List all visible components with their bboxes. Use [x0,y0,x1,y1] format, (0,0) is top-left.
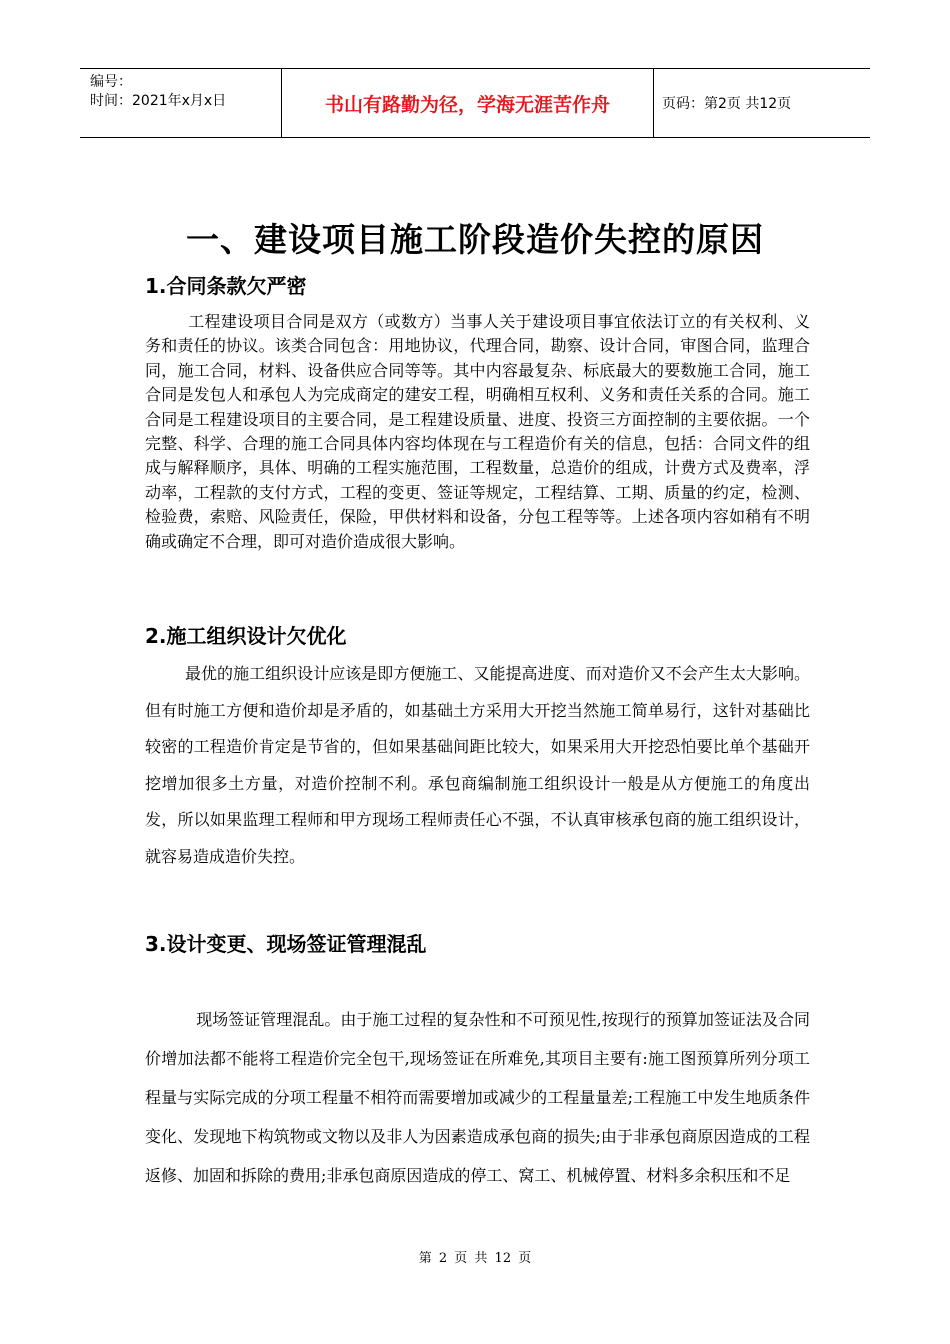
section-2-heading: 2.施工组织设计欠优化 [145,624,347,648]
number-label: 编号： [90,74,132,90]
header-motto: 书山有路勤为径，学海无涯苦作舟 [282,69,654,137]
section-3-heading: 3.设计变更、现场签证管理混乱 [145,932,427,956]
header-meta [80,69,282,137]
section-3-paragraph: 现场签证管理混乱。由于施工过程的复杂性和不可预见性,按现行的预算加签证法及合同价增加法都不能将工程造价完全包干,现场签证在所难免,其项目主要有:施工图预算所列分项工程量与实际完成的分项工程量不相符而需要增加或减少的工程量量差;工程施工中发生地质条件变化、发现地下构筑物或文物以及非人为因素造成承包商的损失;由于非承包商原因造成的工程返修、加固和拆除的费用;非承包商原因造成的停工、窝工、机械停置、材料多余积压和不足 [145,1010,810,1185]
section-1-heading: 1.合同条款欠严密 [145,274,307,298]
section-1-paragraph: 工程建设项目合同是双方（或数方）当事人关于建设项目事宜依法订立的有关权利、义务和责任的协议。该类合同包含：用地协议，代理合同，勘察、设计合同，审图合同，监理合同，施工合同，材料、设备供应合同等等。其中内容最复杂、标底最大的要数施工合同，施工合同是发包人和承包人为完成商定的建安工程，明确相互权利、义务和责任关系的合同。施工合同是工程建设项目的主要合同，是工程建设质量、进度、投资三方面控制的主要依据。一个完整、科学、合理的施工合同具体内容均体现在与工程造价有关的信息，包括：合同文件的组成与解释顺序，具体、明确的工程实施范围，工程数量，总造价的组成，计费方式及费率，浮动率，工程款的支付方式，工程的变更、签证等规定，工程结算、工期、质量的约定，检测、检验费，索赔、风险责任，保险，甲供材料和设备，分包工程等等。上述各项内容如稍有不明确或确定不合理，即可对造价造成很大影响。 [145,312,810,551]
page-header [80,68,870,138]
header-page-info: 页码：第2页 共12页 [662,96,792,112]
time-label: 时间：2021年x月x日 [90,93,227,109]
page-footer: 第 2 页 共 12 页 [418,1251,532,1266]
document-title: 一、建设项目施工阶段造价失控的原因 [186,220,764,259]
section-2-paragraph: 最优的施工组织设计应该是即方便施工、又能提高进度、而对造价又不会产生太大影响。但有时施工方便和造价却是矛盾的，如基础土方采用大开挖当然施工简单易行，这针对基础比较密的工程造价肯定是节省的，但如果基础间距比较大，如果采用大开挖恐怕要比单个基础开挖增加很多土方量，对造价控制不利。承包商编制施工组织设计一般是从方便施工的角度出发，所以如果监理工程师和甲方现场工程师责任心不强，不认真审核承包商的施工组织设计，就容易造成造价失控。 [145,664,810,866]
